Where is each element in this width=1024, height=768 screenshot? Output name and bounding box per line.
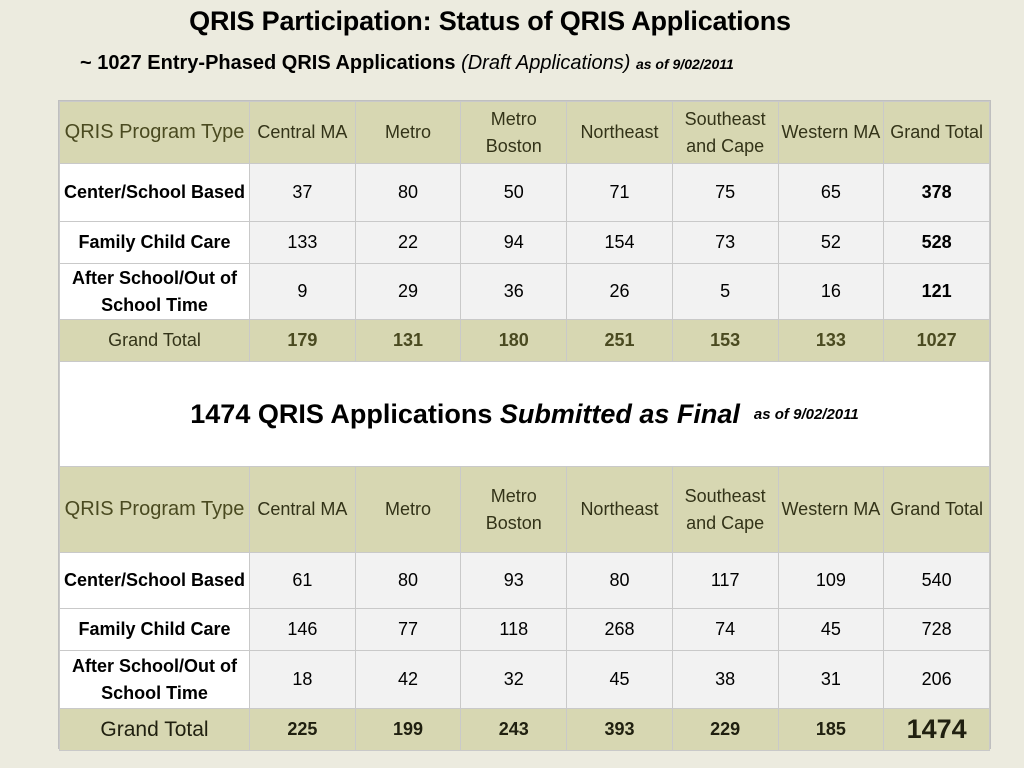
table-cell: 52 [778, 222, 884, 264]
table-cell: 133 [778, 320, 884, 362]
final-heading-main: 1474 QRIS Applications [190, 398, 493, 429]
table-cell: 154 [567, 222, 673, 264]
table-cell: 16 [778, 264, 884, 320]
table-cell: 61 [250, 553, 356, 609]
header-metro: Metro [355, 102, 461, 164]
table-header-row [60, 467, 990, 553]
table-cell: 38 [672, 651, 778, 709]
header-metro-boston: Metro Boston [461, 467, 567, 553]
table-row [60, 651, 990, 709]
table-cell: 131 [355, 320, 461, 362]
row-total: 206 [884, 651, 990, 709]
row-total: 1027 [884, 320, 990, 362]
header-central-ma: Central MA [250, 467, 356, 553]
header-program-type: QRIS Program Type [60, 102, 250, 164]
table-cell: 31 [778, 651, 884, 709]
table-cell: 42 [355, 651, 461, 709]
table-cell: 133 [250, 222, 356, 264]
header-southeast-cape: Southeast and Cape [672, 102, 778, 164]
row-label: Family Child Care [60, 222, 250, 264]
row-label: After School/Out of School Time [60, 651, 250, 709]
row-total: 528 [884, 222, 990, 264]
row-label: Family Child Care [60, 609, 250, 651]
header-central-ma: Central MA [250, 102, 356, 164]
table-cell: 179 [250, 320, 356, 362]
header-program-type: QRIS Program Type [60, 467, 250, 553]
table-cell: 45 [778, 609, 884, 651]
final-heading-date: as of 9/02/2011 [753, 405, 859, 423]
tables-frame [58, 100, 991, 749]
header-western-ma: Western MA [778, 467, 884, 553]
header-western-ma: Western MA [778, 102, 884, 164]
table-cell: 45 [567, 651, 673, 709]
table-cell: 9 [250, 264, 356, 320]
row-total: 378 [884, 164, 990, 222]
table-cell: 77 [355, 609, 461, 651]
subtitle-main: ~ 1027 Entry-Phased QRIS Applications [80, 52, 456, 74]
table-cell: 71 [567, 164, 673, 222]
table-cell: 251 [567, 320, 673, 362]
table-row [60, 222, 990, 264]
table-cell: 75 [672, 164, 778, 222]
final-applications-heading [59, 362, 990, 466]
table-cell: 29 [355, 264, 461, 320]
row-label: Center/School Based [60, 164, 250, 222]
header-grand-total: Grand Total [884, 102, 990, 164]
table-cell: 5 [672, 264, 778, 320]
table-cell: 109 [778, 553, 884, 609]
page-title: QRIS Participation: Status of QRIS Applications [189, 6, 791, 36]
table-cell: 185 [778, 709, 884, 751]
table-cell: 117 [672, 553, 778, 609]
table-cell: 37 [250, 164, 356, 222]
table-cell: 32 [461, 651, 567, 709]
row-total: 540 [884, 553, 990, 609]
grand-total-row [60, 709, 990, 751]
table-cell: 118 [461, 609, 567, 651]
grand-total-row [60, 320, 990, 362]
table-cell: 73 [672, 222, 778, 264]
header-grand-total: Grand Total [884, 467, 990, 553]
table-cell: 153 [672, 320, 778, 362]
header-northeast: Northeast [567, 102, 673, 164]
table-cell: 225 [250, 709, 356, 751]
page-subtitle [80, 52, 980, 75]
row-label: Grand Total [60, 320, 250, 362]
table-cell: 268 [567, 609, 673, 651]
table-cell: 146 [250, 609, 356, 651]
table-cell: 36 [461, 264, 567, 320]
table-cell: 74 [672, 609, 778, 651]
row-total: 728 [884, 609, 990, 651]
table-cell: 65 [778, 164, 884, 222]
table-cell: 80 [567, 553, 673, 609]
row-total: 1474 [884, 709, 990, 751]
table-cell: 26 [567, 264, 673, 320]
row-label: Grand Total [60, 709, 250, 751]
table-row [60, 609, 990, 651]
table-cell: 50 [461, 164, 567, 222]
table-row [60, 264, 990, 320]
table-cell: 22 [355, 222, 461, 264]
table-cell: 243 [461, 709, 567, 751]
draft-applications-table [59, 101, 990, 362]
final-applications-table [59, 466, 990, 751]
table-cell: 80 [355, 164, 461, 222]
header-metro: Metro [355, 467, 461, 553]
table-cell: 80 [355, 553, 461, 609]
header-northeast: Northeast [567, 467, 673, 553]
header-southeast-cape: Southeast and Cape [672, 467, 778, 553]
subtitle-italic: (Draft Applications) [461, 52, 631, 74]
table-row [60, 553, 990, 609]
table-cell: 393 [567, 709, 673, 751]
table-header-row [60, 102, 990, 164]
subtitle-date: as of 9/02/2011 [635, 56, 734, 72]
final-heading-italic: Submitted as Final [499, 398, 740, 429]
row-label: Center/School Based [60, 553, 250, 609]
table-cell: 93 [461, 553, 567, 609]
row-total: 121 [884, 264, 990, 320]
table-cell: 229 [672, 709, 778, 751]
row-label: After School/Out of School Time [60, 264, 250, 320]
table-cell: 199 [355, 709, 461, 751]
table-row [60, 164, 990, 222]
table-cell: 18 [250, 651, 356, 709]
header-metro-boston: Metro Boston [461, 102, 567, 164]
table-cell: 180 [461, 320, 567, 362]
table-cell: 94 [461, 222, 567, 264]
